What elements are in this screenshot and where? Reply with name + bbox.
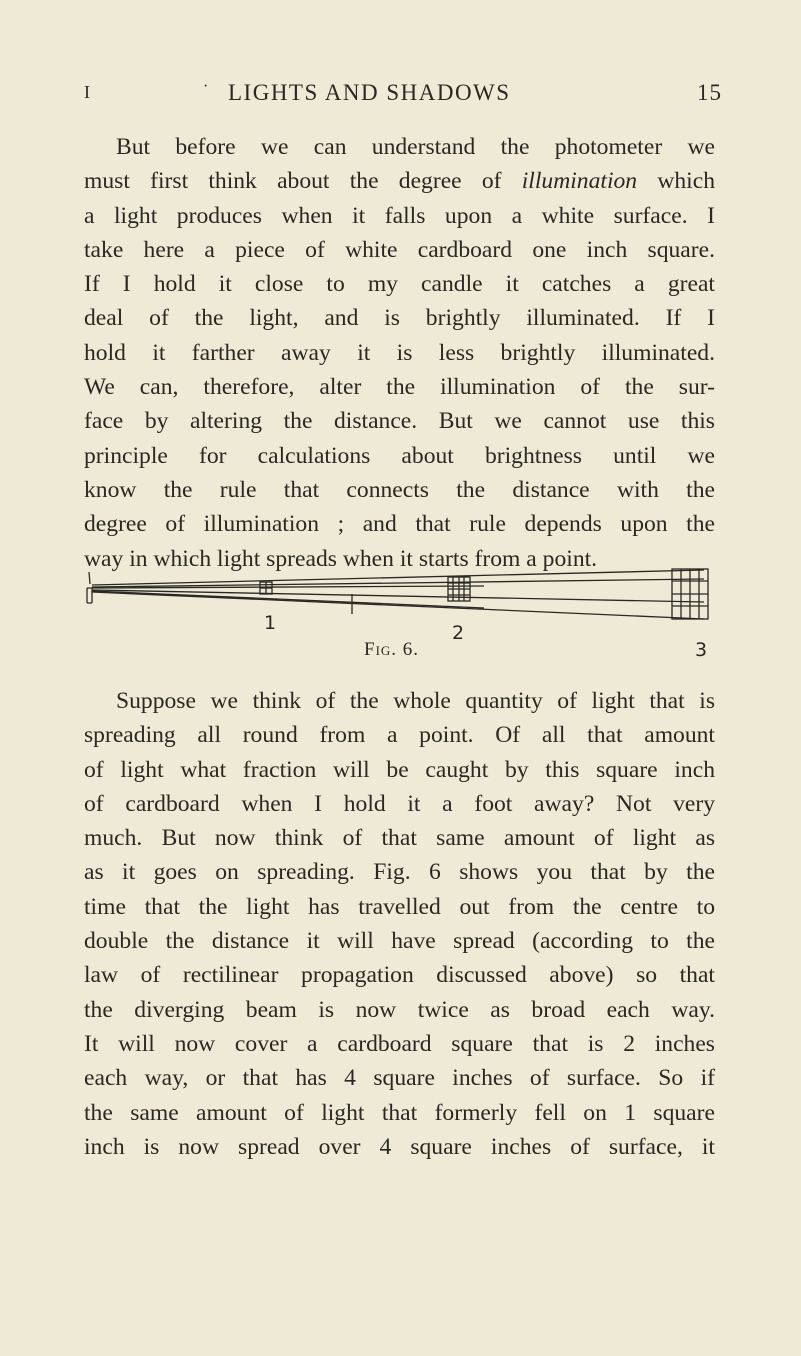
text-line: degree of illumination ; and that rule depends upon the <box>84 511 715 538</box>
text-line: If I hold it close to my candle it catches a great <box>84 271 715 298</box>
figure-label-2: 2 <box>452 622 465 644</box>
text-line: double the distance it will have spread (according to the <box>84 928 715 955</box>
paragraph-1 <box>84 130 715 576</box>
text-line: each way, or that has 4 square inches of surface. So if <box>84 1065 715 1092</box>
text-line-end: which <box>637 168 715 195</box>
candle-shape <box>87 588 92 603</box>
figure-label-1: 1 <box>264 612 277 634</box>
text-line: law of rectilinear propagation discussed above) so that <box>84 962 715 989</box>
text-line: a light produces when it falls upon a white surface. I <box>84 202 715 229</box>
emphasis-term: illumination <box>521 168 638 195</box>
text-line: of cardboard when I hold it a foot away? Not very <box>84 790 715 817</box>
figure-label-3: 3 <box>695 639 708 661</box>
figure-6 <box>84 566 715 666</box>
text-line: inch is now spread over 4 square inches of surface, it <box>84 1133 715 1160</box>
text-line: hold it farther away it is less brightly illuminated. <box>84 339 715 366</box>
candle-flame <box>89 572 90 584</box>
text-line: It will now cover a cardboard square that is 2 inches <box>84 1030 715 1057</box>
page-number: 15 <box>697 80 722 105</box>
figure-caption: Fig. 6. <box>364 639 420 660</box>
running-title: LIGHTS AND SHADOWS <box>228 80 511 105</box>
paragraph-2 <box>84 684 715 1164</box>
chapter-numeral: I <box>84 82 91 102</box>
text-line: face by altering the distance. But we cannot use this <box>84 408 715 435</box>
text-line: much. But now think of that same amount of light as <box>84 825 715 852</box>
text-line: of light what fraction will be caught by this square inch <box>84 756 715 783</box>
text-line: principle for calculations about brightness until we <box>84 442 715 469</box>
running-head <box>0 78 801 118</box>
text-line: the diverging beam is now twice as broad each way. <box>84 996 715 1023</box>
text-line: know the rule that connects the distance with the <box>84 476 715 503</box>
text-line: the same amount of light that formerly fell on 1 square <box>84 1099 715 1126</box>
text-line: We can, therefore, alter the illumination of the sur- <box>84 374 715 401</box>
text-line <box>84 164 715 198</box>
text-line: take here a piece of white cardboard one inch square. <box>84 236 715 263</box>
text-line: But before we can understand the photometer we <box>116 134 715 160</box>
text-line: Suppose we think of the whole quantity of light that is <box>116 688 715 714</box>
text-line: deal of the light, and is brightly illuminated. If I <box>84 305 715 332</box>
text-line: spreading all round from a point. Of all that amount <box>84 722 715 749</box>
text-line: way in which light spreads when it starts from a point. <box>84 545 598 572</box>
text-line: time that the light has travelled out from the centre to <box>84 893 715 920</box>
text-line-start: must first think about the degree of <box>84 168 522 195</box>
text-line: as it goes on spreading. Fig. 6 shows you that by the <box>84 859 715 886</box>
header-ornament: · <box>203 78 210 95</box>
